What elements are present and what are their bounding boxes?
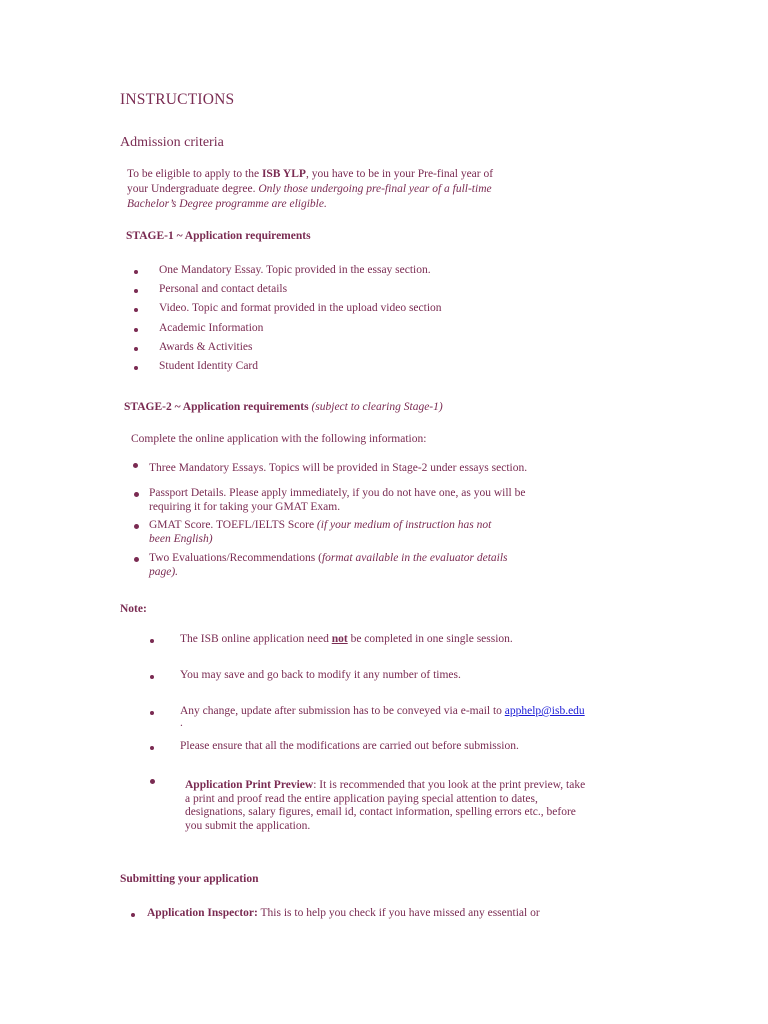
evaluations-note: format available in the evaluator details (321, 552, 508, 564)
bullet-icon (133, 463, 138, 468)
note-item: You may save and go back to modify it any number of times. (180, 669, 461, 681)
note-item (180, 633, 513, 647)
evaluations-text: Two Evaluations/Recommendations ( (149, 552, 322, 564)
admission-paragraph (127, 167, 607, 212)
stage2-item (149, 519, 589, 546)
note-item (180, 705, 650, 727)
evaluations-note-2: page). (149, 565, 179, 578)
isb-ylp-label: ISB YLP (261, 168, 306, 180)
print-preview-label: Application Print Preview (185, 779, 314, 791)
bullet-icon (150, 639, 154, 643)
stage1-item: Awards & Activities (159, 341, 253, 353)
admission-text-1: To be eligible to apply to the (127, 168, 262, 180)
stage1-heading: STAGE-1 ~ Application requirements (126, 230, 311, 242)
note-item (185, 779, 645, 833)
note-text: The ISB online application need (180, 633, 332, 645)
submitting-text: This is to help you check if you have missed any essential or (257, 907, 540, 919)
stage2-item (149, 552, 589, 579)
admission-text-3: your Undergraduate degree. (127, 183, 259, 195)
stage2-heading (124, 401, 443, 413)
admission-criteria-heading: Admission criteria (120, 135, 224, 150)
stage2-item (149, 487, 589, 514)
note-text: designations, salary figures, email id, contact information, spelling errors etc., before (185, 806, 576, 818)
stage2-item: Three Mandatory Essays. Topics will be provided in Stage-2 under essays section. (149, 462, 528, 474)
stage1-item: Academic Information (159, 322, 264, 334)
apphelp-email-link[interactable]: apphelp@isb.edu (504, 705, 585, 717)
bullet-icon (134, 366, 138, 370)
gmat-note-2: been English) (149, 532, 213, 545)
application-inspector-label: Application Inspector: (147, 907, 258, 919)
stage2-item-line: Passport Details. Please apply immediately, if you do not have one, as you will be (149, 487, 526, 499)
gmat-text: GMAT Score. TOEFL/IELTS Score (149, 519, 317, 531)
not-emphasis: not (331, 633, 348, 645)
admission-text-2: , you have to be in your Pre-final year of (305, 168, 494, 180)
submitting-heading: Submitting your application (120, 873, 259, 885)
note-text: a print and proof read the entire application paying special attention to dates, (185, 792, 538, 805)
bullet-icon (150, 779, 155, 784)
bullet-icon (131, 913, 135, 917)
note-text: . (180, 716, 183, 729)
page-title: INSTRUCTIONS (120, 91, 235, 108)
bullet-icon (134, 557, 139, 562)
note-text: you submit the application. (185, 819, 311, 832)
stage1-item: Student Identity Card (159, 360, 259, 372)
bullet-icon (150, 711, 154, 715)
bullet-icon (134, 308, 138, 312)
stage2-heading-text: STAGE-2 ~ Application requirements (124, 401, 312, 413)
bullet-icon (134, 328, 138, 332)
note-item: Please ensure that all the modifications are carried out before submission. (180, 740, 519, 752)
stage2-intro: Complete the online application with the following information: (131, 433, 427, 445)
stage2-heading-note: (subject to clearing Stage-1) (311, 401, 443, 413)
bullet-icon (134, 524, 139, 529)
note-text: be completed in one single session. (347, 633, 513, 645)
bullet-icon (134, 289, 138, 293)
stage1-item: Video. Topic and format provided in the upload video section (159, 302, 442, 314)
submitting-item (147, 907, 540, 921)
bullet-icon (134, 270, 138, 274)
note-heading: Note: (120, 603, 147, 615)
bullet-icon (150, 746, 154, 750)
stage2-item-line: requiring it for taking your GMAT Exam. (149, 500, 341, 513)
stage1-item: Personal and contact details (159, 283, 288, 295)
bullet-icon (134, 347, 138, 351)
stage1-item: One Mandatory Essay. Topic provided in the essay section. (159, 264, 431, 276)
admission-italic-2: Bachelor’s Degree programme are eligible. (127, 198, 327, 210)
gmat-note: (if your medium of instruction has not (316, 519, 492, 531)
note-text: : It is recommended that you look at the print preview, take (313, 779, 586, 791)
note-text: Any change, update after submission has to be conveyed via e-mail to (180, 705, 505, 717)
admission-italic-1: Only those undergoing pre-final year of a full-time (258, 183, 492, 195)
bullet-icon (150, 675, 154, 679)
bullet-icon (134, 492, 139, 497)
